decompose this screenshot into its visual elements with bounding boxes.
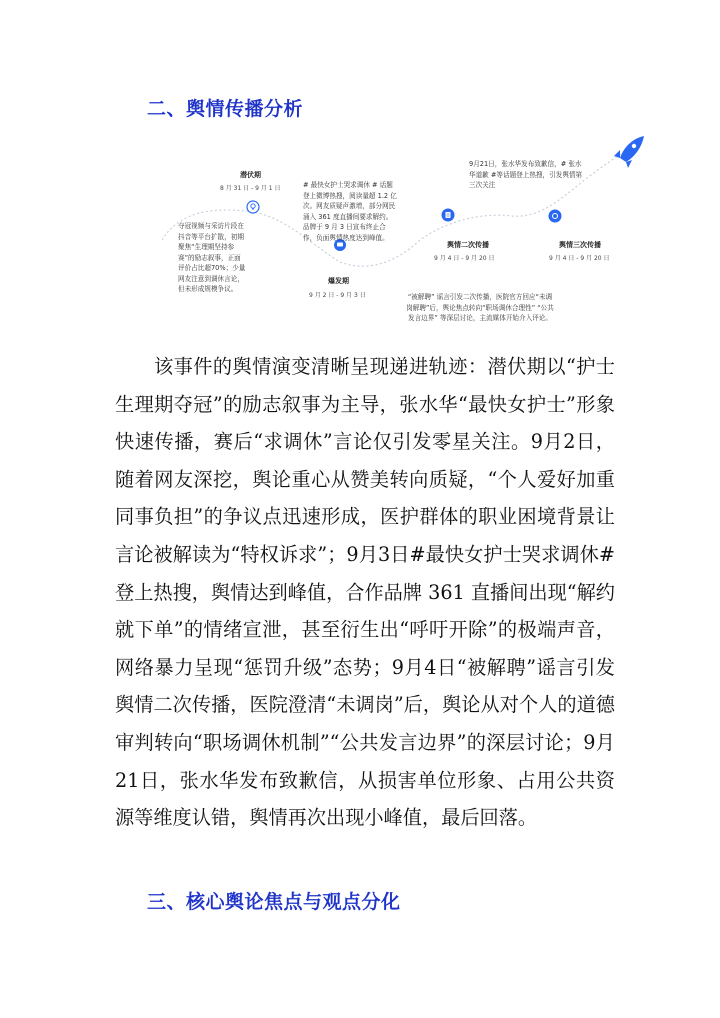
body-paragraph: 该事件的舆情演变清晰呈现递进轨迹：潜伏期以“护士生理期夺冠”的励志叙事为主导，张水华“最快女护士”形象快速传播，赛后“求调休”言论仅引发零星关注。9月2日，随着网友深挖，舆论重心从赞美转向质疑，“个人爱好加重同事负担”的争议点迅速形成，医护群体的职业困境背景让言论被解读为“特权诉求”；9月3日#最快女护士哭求调休#登上热搜，舆情达到峰值，合作品牌 361 直播间出现“解约就下单”的情绪宣泄，甚至衍生出“呼吁开除”的极端声音，网络暴力呈现“惩罚升级”态势；9月4日“被解聘”谣言引发舆情二次传播，医院澄清“未调岗”后，舆论从对个人的道德审判转向“职场调休机制”“公共发言边界”的深层讨论；9月21日，张水华发布致歉信，从损害单位形象、占用公共资源等维度认错，舆情再次出现小峰值，最后回落。 bbox=[115, 355, 615, 830]
lightbulb-icon bbox=[247, 201, 259, 213]
stage-date: 9 月 4 日 - 9 月 20 日 bbox=[434, 255, 495, 262]
stage-title: 爆发期 bbox=[328, 277, 349, 285]
stage-description: # 最快女护士哭求调休 # 话题登上微博热搜，阅读量超 1.2 亿次。网友质疑声激增，部分网民涌入 361 度直播间要求解约。品牌于 9 月 3 日宣布终止合作，负面舆情热度达到峰值。 bbox=[303, 181, 397, 242]
section-heading: 三、核心舆论焦点与观点分化 bbox=[147, 891, 401, 913]
stage-title: 潜伏期 bbox=[240, 171, 261, 179]
section-heading: 二、舆情传播分析 bbox=[147, 98, 304, 120]
rocket-icon bbox=[614, 136, 644, 168]
stage-description: 9月21日，张水华发布致歉信，# 张水华道歉 #等话题登上热搜，引发舆情第三次关注 bbox=[469, 160, 583, 189]
stage-title: 舆情二次传播 bbox=[447, 241, 489, 249]
stage-date: 9 月 4 日 - 9 月 20 日 bbox=[549, 255, 610, 262]
timeline-figure bbox=[162, 132, 652, 342]
stage-title: 舆情三次传播 bbox=[559, 241, 601, 249]
stage-date: 9 月 2 日 - 9 月 3 日 bbox=[309, 292, 366, 299]
stage-date: 8 月 31 日 - 9 月 1 日 bbox=[220, 185, 281, 192]
note-icon bbox=[442, 209, 455, 222]
stage-description: 夺冠视频与采访片段在抖音等平台扩散，初期聚焦“生理期坚持参赛”的励志叙事，正面评价占比超70%；少量网友注意到调休言论，但未形成规模争议。 bbox=[178, 222, 246, 293]
target-icon bbox=[549, 210, 562, 223]
stage-description: “被解聘” 谣言引发二次传播，医院官方回应“未调岗解聘”后，舆论焦点转向“职场调休合理性” “公共发言边界” 等深层讨论，主流媒体开始介入评论。 bbox=[406, 293, 554, 322]
